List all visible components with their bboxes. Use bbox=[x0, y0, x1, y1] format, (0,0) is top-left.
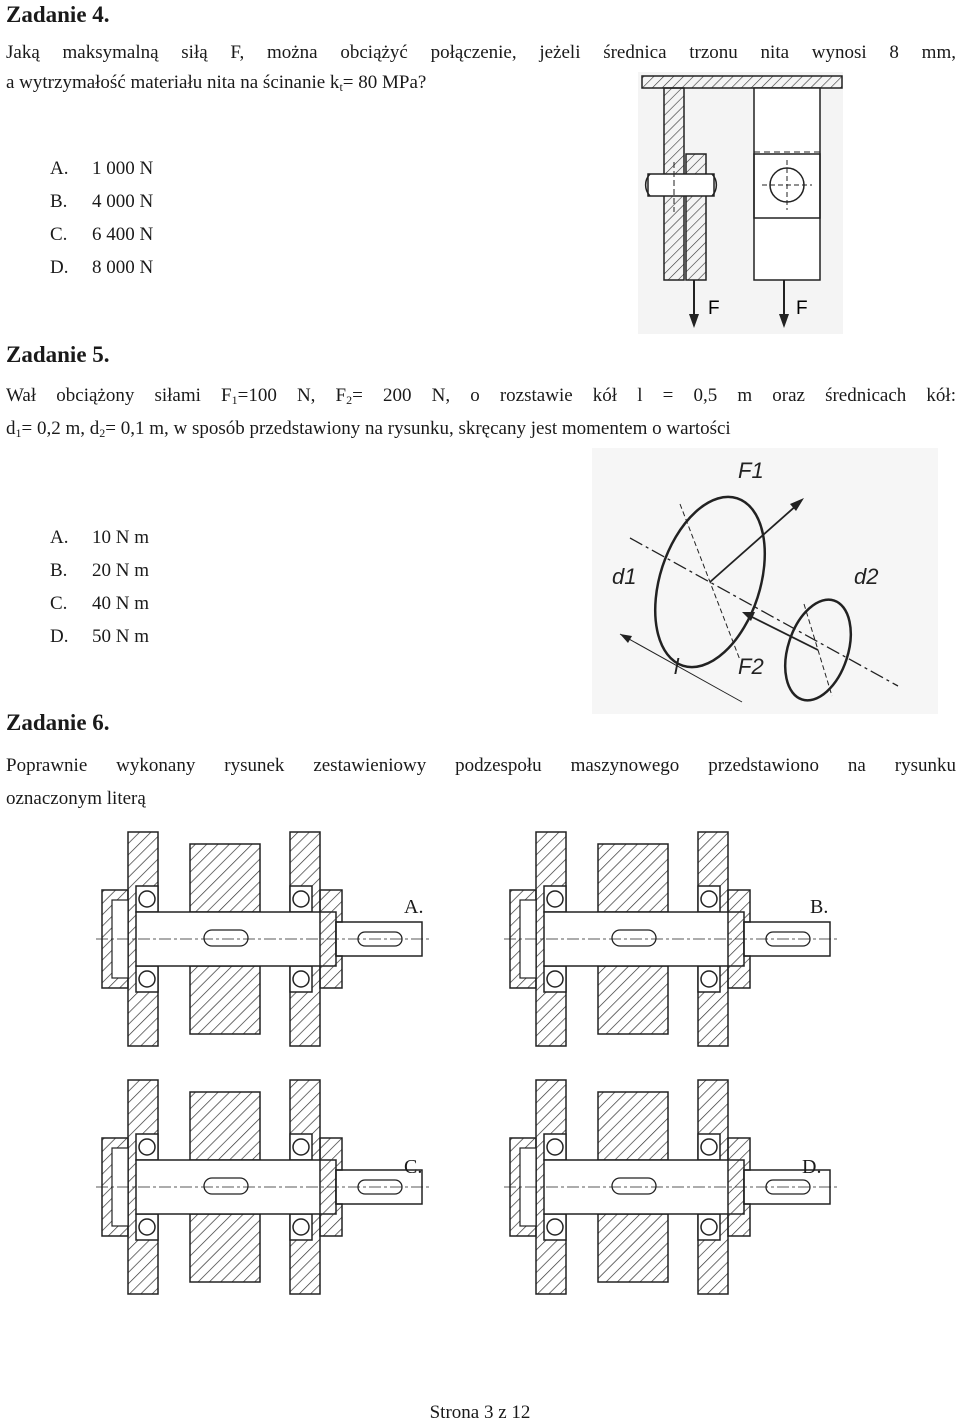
zadanie4-question-line1: Jaką maksymalną siłą F, można obciążyć połączenie, jeżeli średnica trzonu nita wynosi 8 mm, bbox=[6, 42, 956, 63]
option-a[interactable]: A. 10 N m bbox=[50, 527, 149, 548]
zadanie5-question-line1: Wał obciążony siłami $F_1=100$ N, $F_2= 200$ N, o rozstawie kół l = 0,5 m oraz średnicach kół: bbox=[6, 385, 956, 407]
assembly-drawings bbox=[96, 830, 841, 1300]
assembly-label-c[interactable]: C. bbox=[404, 1156, 423, 1178]
force-label-left: F bbox=[708, 298, 720, 319]
option-c[interactable]: C. 40 N m bbox=[50, 593, 149, 614]
assembly-label-d[interactable]: D. bbox=[802, 1156, 822, 1178]
zadanie5-question-line2: $d_1= 0,2$ m, $d_2= 0,1$ m, w sposób przedstawiony na rysunku, skręcany jest momentem o wartości bbox=[6, 418, 731, 440]
zadanie5-heading: Zadanie 5. bbox=[6, 342, 110, 367]
option-c[interactable]: C. 6 400 N bbox=[50, 224, 154, 245]
page-footer: Strona 3 z 12 bbox=[429, 1402, 531, 1423]
option-b[interactable]: B. 4 000 N bbox=[50, 191, 154, 212]
rivet-joint-figure bbox=[638, 72, 853, 334]
f1-label: F1 bbox=[738, 458, 764, 483]
assembly-label-b[interactable]: B. bbox=[810, 896, 829, 918]
zadanie4-heading: Zadanie 4. bbox=[6, 2, 110, 27]
f2-label: F2 bbox=[738, 654, 764, 679]
force-label-right: F bbox=[796, 298, 808, 319]
option-d[interactable]: D. 8 000 N bbox=[50, 257, 154, 278]
l-label: l bbox=[674, 654, 679, 679]
zadanie6-question-line2: oznaczonym literą bbox=[6, 788, 146, 809]
zadanie5-options bbox=[50, 521, 149, 653]
option-a[interactable]: A. 1 000 N bbox=[50, 158, 154, 179]
zadanie6-question-line1: Poprawnie wykonany rysunek zestawieniowy podzespołu maszynowego przedstawiono na rysunku bbox=[6, 755, 956, 776]
assembly-label-a[interactable]: A. bbox=[404, 896, 424, 918]
d1-label: d1 bbox=[612, 564, 637, 589]
option-b[interactable]: B. 20 N m bbox=[50, 560, 149, 581]
option-d[interactable]: D. 50 N m bbox=[50, 626, 149, 647]
shaft-wheels-figure bbox=[592, 448, 938, 714]
zadanie4-options bbox=[50, 152, 153, 284]
d2-label: d2 bbox=[854, 564, 879, 589]
zadanie6-heading: Zadanie 6. bbox=[6, 710, 110, 735]
zadanie4-question-line2: a wytrzymałość materiału nita na ścinanie $k_t= 80$ MPa? bbox=[6, 72, 427, 94]
